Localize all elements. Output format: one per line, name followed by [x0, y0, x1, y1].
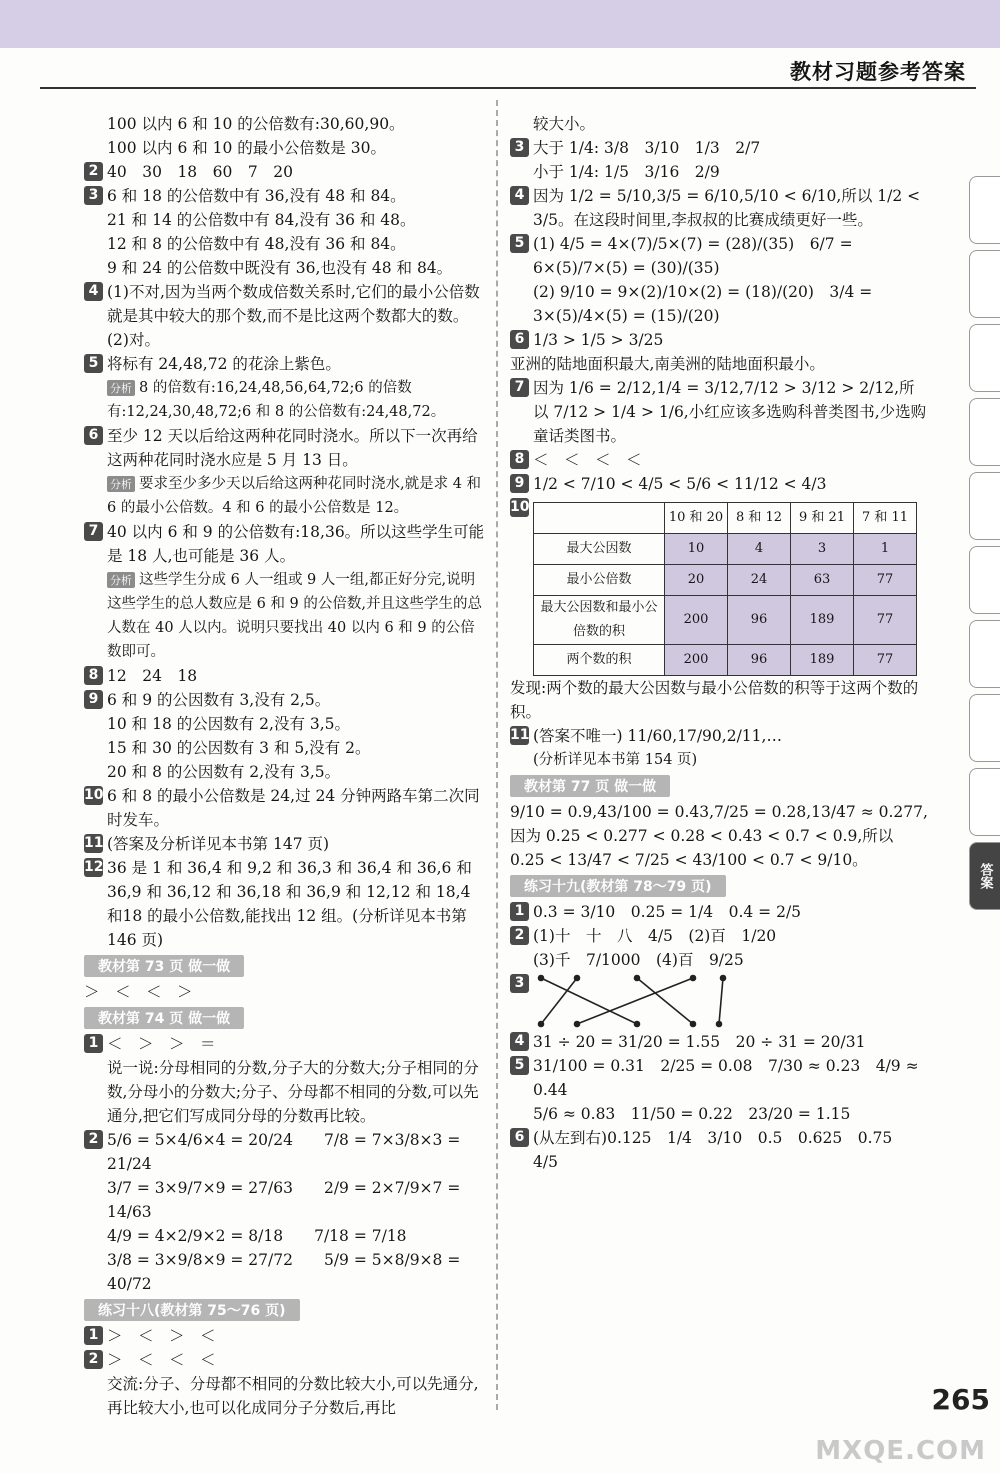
- analysis-tag: 分析: [107, 380, 135, 396]
- side-tab[interactable]: [969, 472, 1000, 540]
- label: 大于 1/4:: [533, 139, 600, 157]
- equation: 7/8 = 7×3/8×3 = 21/24: [107, 1131, 461, 1173]
- match-dot: [575, 976, 580, 981]
- answer-line: (2) 9/10 = 9×(2)/10×(2) = (18)/(20) 3/4 = 3×(5)/4×(5) = (15)/(20): [533, 283, 873, 325]
- question-3: [84, 184, 488, 208]
- question-8: [84, 664, 488, 688]
- match-dot: [691, 976, 696, 981]
- side-tab[interactable]: [969, 176, 1000, 244]
- question-10: [84, 784, 488, 832]
- table-row: [534, 645, 917, 676]
- question-1: [84, 1324, 488, 1348]
- side-tab[interactable]: [969, 768, 1000, 836]
- question-number: 12: [84, 859, 104, 875]
- question-6: [510, 1126, 928, 1174]
- analysis-note: [84, 472, 488, 520]
- table-header-cell: [534, 503, 665, 534]
- top-banner: [0, 0, 1000, 48]
- watermark: MXQE.COM: [815, 1436, 986, 1466]
- fraction-row: [107, 1128, 488, 1176]
- question-3: [510, 136, 928, 160]
- match-line: [719, 978, 723, 1024]
- row-label: 最大公因数: [534, 534, 665, 565]
- answer-text: ＜ ＞ ＞ ＝: [107, 1035, 216, 1053]
- table-cell: 24: [728, 565, 791, 596]
- question-2: [84, 160, 488, 184]
- analysis-ref: (分析详见本书第 154 页): [533, 752, 698, 768]
- analysis-text: 8 的倍数有:16,24,48,56,64,72;6 的倍数有:12,24,30,48,72;6 和 8 的公倍数有:24,48,72。: [107, 380, 446, 420]
- question-number: 5: [510, 234, 529, 253]
- answer-text: 将标有 24,48,72 的花涂上紫色。: [107, 355, 341, 373]
- table-cell: 10: [665, 534, 728, 565]
- table-header-cell: 8 和 12: [728, 503, 791, 534]
- answer-text: 因为 1/2 = 5/10,3/5 = 6/10,5/10 < 6/10,所以 1/2 < 3/5。在这段时间里,李叔叔的比赛成绩更好一些。: [533, 187, 921, 229]
- answer-text: (1)不对,因为当两个数成倍数关系时,它们的最小公倍数就是其中较大的那个数,而不是比这两个数都大的数。: [107, 283, 480, 325]
- answer-text: 3/8 3/10 1/3 2/7: [604, 139, 761, 157]
- question-number: 3: [510, 138, 529, 157]
- question-number: 7: [84, 522, 103, 541]
- label: 小于 1/4:: [533, 163, 600, 181]
- section-bar: 练习十八(教材第 75～76 页): [84, 1299, 300, 1321]
- match-line: [541, 978, 577, 1024]
- page-number: 265: [931, 1383, 990, 1416]
- answer-text: 1/3 > 1/5 > 3/25: [533, 331, 664, 349]
- table-cell: 77: [854, 645, 917, 676]
- question-9: [84, 688, 488, 712]
- table-cell: 20: [665, 565, 728, 596]
- match-line: [577, 978, 693, 1024]
- answer-text: ＜ ＜ ＜ ＜: [533, 451, 642, 469]
- row-label: 最小公倍数: [534, 565, 665, 596]
- match-dot: [539, 976, 544, 981]
- finding-text: 发现:两个数的最大公因数与最小公倍数的积等于这两个数的积。: [510, 679, 919, 721]
- question-number: 10: [510, 499, 530, 515]
- question-11: [510, 724, 928, 748]
- answer-line: ＞ ＜ ＜ ＞: [84, 983, 193, 1001]
- answer-line: 20 和 8 的公因数有 2,没有 3,5。: [107, 763, 341, 781]
- match-line: [637, 978, 693, 1024]
- match-dot: [691, 1022, 696, 1027]
- answer-text: 1/5 3/16 2/9: [604, 163, 720, 181]
- answer-line: 9 和 24 的公倍数中既没有 36,也没有 48 和 84。: [107, 259, 453, 277]
- gcd-lcm-table: [533, 502, 917, 676]
- equation: 4/9 = 4×2/9×2 = 8/18: [107, 1227, 284, 1245]
- question-number: 4: [84, 282, 103, 301]
- table-header-cell: 10 和 20: [665, 503, 728, 534]
- row-label: 最大公因数和最小公倍数的积: [534, 596, 665, 645]
- table-cell: 3: [791, 534, 854, 565]
- question-number: 2: [510, 926, 529, 945]
- side-tab[interactable]: [969, 620, 1000, 688]
- table-cell: 96: [728, 596, 791, 645]
- match-dot: [717, 1022, 722, 1027]
- question-number: 6: [510, 1128, 529, 1147]
- fraction-rows: [107, 1128, 488, 1296]
- row-label: 两个数的积: [534, 645, 665, 676]
- answer-text: 36 是 1 和 36,4 和 9,2 和 36,3 和 36,4 和 36,6 和 36,9 和 36,12 和 36,18 和 36,9 和 12,12 和 18,4 和18 的最小公倍数,能找出 12 组。(分析详见本书第 146 页): [107, 859, 472, 949]
- analysis-text: 这些学生分成 6 人一组或 9 人一组,都正好分完,说明这些学生的总人数应是 6 和 9 的公倍数,并且这些学生的总人数在 40 人以内。说明只要找出 40 以内 6 和 9 的公倍数即可。: [107, 572, 482, 660]
- equation: 7/18 = 7/18: [314, 1227, 407, 1245]
- question-8: [510, 448, 928, 472]
- answer-text: 31 ÷ 20 = 31/20 = 1.55 20 ÷ 31 = 20/31: [533, 1033, 866, 1051]
- question-number: 2: [84, 1350, 103, 1369]
- answer-line: 21 和 14 的公倍数中有 84,没有 36 和 48。: [107, 211, 416, 229]
- header-title: 教材习题参考答案: [790, 60, 966, 84]
- answer-text: ＞ ＜ ＞ ＜: [107, 1327, 216, 1345]
- answer-text: ＞ ＜ ＜ ＜: [107, 1351, 216, 1369]
- answer-line: (3)千 7/1000 (4)百 9/25: [533, 951, 744, 969]
- analysis-note: [84, 568, 488, 664]
- equation: 3/7 = 3×9/7×9 = 27/63: [107, 1179, 293, 1197]
- match-dot: [635, 976, 640, 981]
- fraction-row: [107, 1248, 488, 1296]
- question-number: 1: [84, 1326, 103, 1345]
- answer-line: [510, 160, 928, 184]
- answer-text: (答案及分析详见本书第 147 页): [107, 835, 330, 853]
- table-cell: 200: [665, 596, 728, 645]
- answer-line: 100 以内 6 和 10 的最小公倍数是 30。: [107, 139, 386, 157]
- answer-text: 12 24 18: [107, 667, 198, 685]
- question-10: [510, 496, 928, 676]
- equation: 2/9 = 2×7/9×7 = 14/63: [107, 1179, 461, 1221]
- question-number: 2: [84, 162, 103, 181]
- question-number: 8: [510, 450, 529, 469]
- question-2: [84, 1128, 488, 1296]
- question-number: 7: [510, 378, 529, 397]
- question-7: [84, 520, 488, 568]
- table-cell: 1: [854, 534, 917, 565]
- answer-text: 6 和 18 的公倍数中有 36,没有 48 和 84。: [107, 187, 406, 205]
- question-11: [84, 832, 488, 856]
- question-number: 5: [84, 354, 103, 373]
- question-number: 3: [510, 974, 529, 993]
- section-bar: 练习十九(教材第 78～79 页): [510, 875, 726, 897]
- question-1: [84, 1032, 488, 1056]
- analysis-note: [84, 376, 488, 424]
- answer-line: 15 和 30 的公因数有 3 和 5,没有 2。: [107, 739, 371, 757]
- answer-text: 1/2 < 7/10 < 4/5 < 5/6 < 11/12 < 4/3: [533, 475, 827, 493]
- question-number: 1: [510, 902, 529, 921]
- answer-text: 0.3 = 3/10 0.25 = 1/4 0.4 = 2/5: [533, 903, 802, 921]
- question-number: 6: [510, 330, 529, 349]
- question-9: [510, 472, 928, 496]
- analysis-text: 要求至少多少天以后给这两种花同时浇水,就是求 4 和 6 的最小公倍数。4 和 6 的最小公倍数是 12。: [107, 476, 482, 516]
- right-column: [510, 112, 928, 1174]
- answer-text: 31/100 = 0.31 2/25 = 0.08 7/30 ≈ 0.23 4/9 ≈ 0.44: [533, 1057, 919, 1099]
- table-row: [534, 596, 917, 645]
- answer-line: 5/6 ≈ 0.83 11/50 = 0.22 23/20 = 1.15: [533, 1105, 851, 1123]
- question-number: 9: [84, 690, 103, 709]
- question-4: [84, 280, 488, 328]
- table-cell: 200: [665, 645, 728, 676]
- question-number: 4: [510, 1032, 529, 1051]
- side-tab[interactable]: [969, 250, 1000, 318]
- question-12: [84, 856, 488, 952]
- answer-text: 40 30 18 60 7 20: [107, 163, 293, 181]
- answer-text: (从左到右)0.125 1/4 3/10 0.5 0.625 0.75 4/5: [533, 1129, 908, 1171]
- side-tab[interactable]: [969, 398, 1000, 466]
- column-divider: [496, 100, 498, 1410]
- table-header-row: [534, 503, 917, 534]
- section-bar: 教材第 77 页 做一做: [510, 775, 670, 797]
- equation: 3/8 = 3×9/8×9 = 27/72: [107, 1251, 293, 1269]
- answer-text: 9/10 = 0.9,43/100 = 0.43,7/25 = 0.28,13/47 ≈ 0.277,因为 0.25 < 0.277 < 0.28 < 0.43 < 0.7 < 0.9,所以 0.25 < 13/47 < 7/25 < 43/100 < 0.7 < 9/10。: [510, 803, 928, 869]
- table-cell: 77: [854, 565, 917, 596]
- question-2: [510, 924, 928, 948]
- question-3: [510, 972, 928, 1030]
- question-number: 3: [84, 186, 103, 205]
- table-cell: 77: [854, 596, 917, 645]
- table-cell: 63: [791, 565, 854, 596]
- question-number: 10: [84, 787, 104, 803]
- analysis-tag: 分析: [107, 572, 135, 588]
- exchange-text: 交流:分子、分母都不相同的分数比较大小,可以先通分,再比较大小,也可以化成同分子分数后,再比: [107, 1375, 479, 1417]
- match-dot: [635, 1022, 640, 1027]
- side-tab[interactable]: [969, 546, 1000, 614]
- question-1: [510, 900, 928, 924]
- table-row: [534, 534, 917, 565]
- match-dot: [721, 976, 726, 981]
- analysis-tag: 分析: [107, 476, 135, 492]
- table-row: [534, 565, 917, 596]
- table-header-cell: 7 和 11: [854, 503, 917, 534]
- question-number: 4: [510, 186, 529, 205]
- fraction-row: [107, 1176, 488, 1224]
- answer-text: 至少 12 天以后给这两种花同时浇水。所以下一次再给这两种花同时浇水应是 5 月 13 日。: [107, 427, 478, 469]
- answer-text: (1) 4/5 = 4×(7)/5×(7) = (28)/(35) 6/7 = 6×(5)/7×(5) = (30)/(35): [533, 235, 853, 277]
- answer-line: 100 以内 6 和 10 的公倍数有:30,60,90。: [107, 115, 405, 133]
- answer-text: 40 以内 6 和 9 的公倍数有:18,36。所以这些学生可能是 18 人,也可能是 36 人。: [107, 523, 485, 565]
- answer-line: (2)对。: [107, 331, 160, 349]
- answer-line: 12 和 8 的公倍数中有 48,没有 36 和 84。: [107, 235, 406, 253]
- answer-text: 6 和 8 的最小公倍数是 24,过 24 分钟两路车第二次同时发车。: [107, 787, 480, 829]
- question-number: 2: [84, 1130, 103, 1149]
- question-4: [510, 1030, 928, 1054]
- equation: 5/6 = 5×4/6×4 = 20/24: [107, 1131, 293, 1149]
- question-number: 5: [510, 1056, 529, 1075]
- answer-line: 较大小。: [533, 115, 596, 133]
- question-number: 6: [84, 426, 103, 445]
- match-dot: [575, 1022, 580, 1027]
- table-cell: 96: [728, 645, 791, 676]
- question-number: 8: [84, 666, 103, 685]
- question-5: [510, 232, 928, 280]
- table-cell: 189: [791, 596, 854, 645]
- question-5: [84, 352, 488, 376]
- answer-line: 10 和 18 的公因数有 2,没有 3,5。: [107, 715, 351, 733]
- header-rule: [40, 87, 976, 89]
- question-number: 9: [510, 474, 529, 493]
- fraction-row: [107, 1224, 488, 1248]
- answer-text: 6 和 9 的公因数有 3,没有 2,5。: [107, 691, 331, 709]
- equation: 5/9 = 5×8/9×8 = 40/72: [107, 1251, 461, 1293]
- section-bar: 教材第 74 页 做一做: [84, 1007, 244, 1029]
- answer-text: (答案不唯一) 11/60,17/90,2/11,…: [533, 727, 782, 745]
- question-number: 11: [510, 727, 530, 743]
- side-tab[interactable]: [969, 694, 1000, 762]
- question-6: [510, 328, 928, 352]
- question-2: [84, 1348, 488, 1372]
- table-cell: 189: [791, 645, 854, 676]
- side-tab-answers[interactable]: 答案: [969, 842, 1000, 910]
- answer-line: 亚洲的陆地面积最大,南美洲的陆地面积最小。: [510, 355, 825, 373]
- question-6: [84, 424, 488, 472]
- table-cell: 4: [728, 534, 791, 565]
- question-5: [510, 1054, 928, 1102]
- question-number: 11: [84, 835, 104, 851]
- section-bar: 教材第 73 页 做一做: [84, 955, 244, 977]
- question-7: [510, 376, 928, 448]
- say-text: 说一说:分母相同的分数,分子大的分数大;分子相同的分数,分母小的分数大;分子、分母都不相同的分数,可以先通分,把它们写成同分母的分数再比较。: [107, 1059, 479, 1125]
- match-line: [541, 978, 637, 1024]
- answer-text: 因为 1/6 = 2/12,1/4 = 3/12,7/12 > 3/12 > 2/12,所以 7/12 > 1/4 > 1/6,小红应该多选购科普类图书,少选购童话类图书。: [533, 379, 927, 445]
- question-4: [510, 184, 928, 232]
- side-tab[interactable]: [969, 324, 1000, 392]
- matching-lines-diagram: [533, 972, 733, 1030]
- question-number: 1: [84, 1034, 103, 1053]
- match-dot: [539, 1022, 544, 1027]
- answer-text: (1)十 十 八 4/5 (2)百 1/20: [533, 927, 777, 945]
- left-column: [84, 112, 488, 1420]
- table-header-cell: 9 和 21: [791, 503, 854, 534]
